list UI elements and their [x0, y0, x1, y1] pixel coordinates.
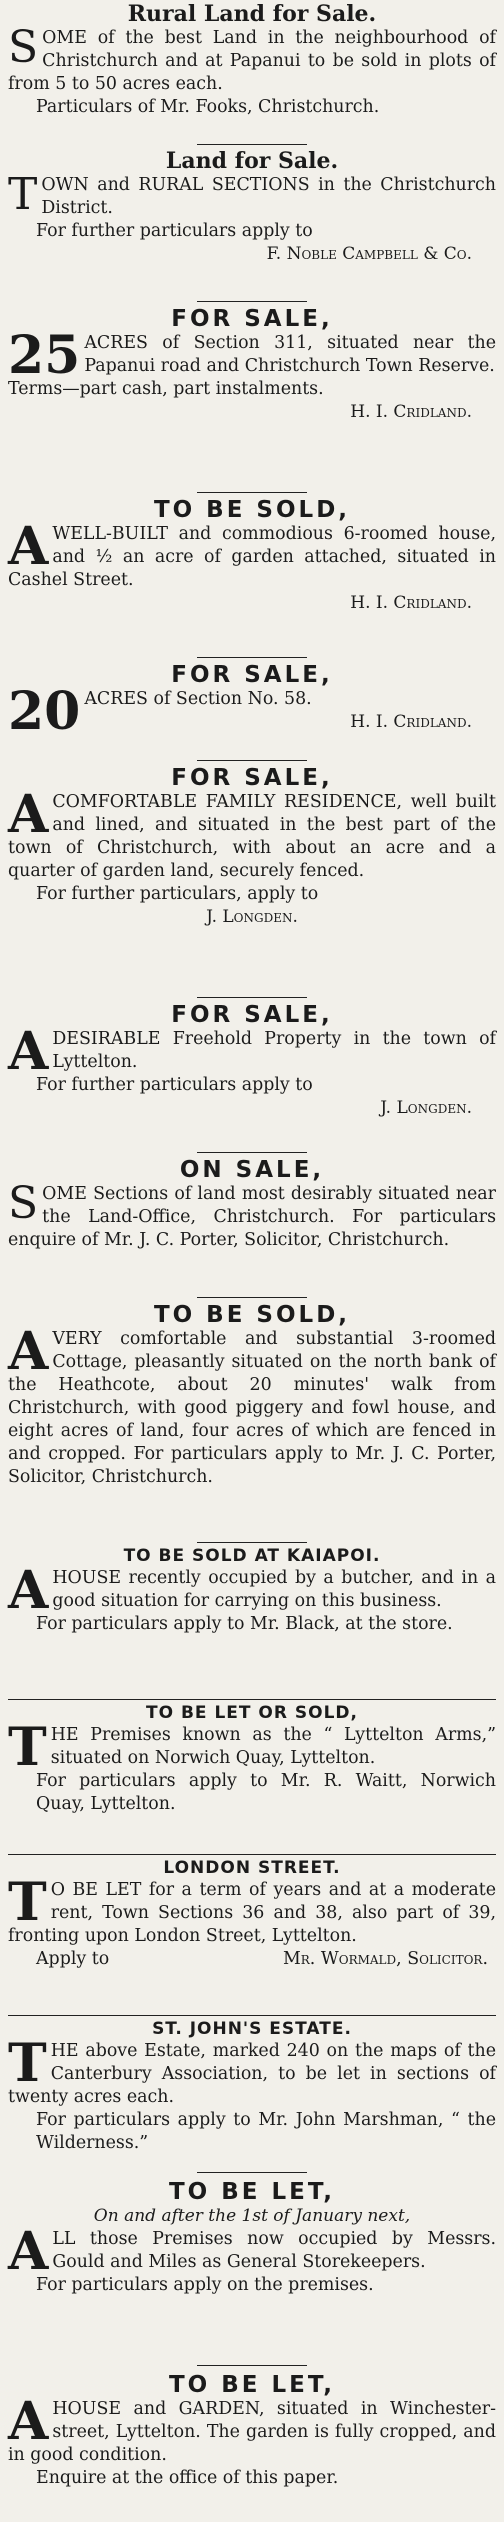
ad-title: TO BE LET, — [168, 2179, 335, 2205]
ad-well-built-house — [8, 493, 496, 657]
ad-st-johns-estate — [8, 2016, 496, 2172]
ad-rural-land — [8, 0, 496, 144]
ad-freehold-property — [8, 998, 496, 1152]
ad-body — [8, 1871, 496, 1948]
ad-title: TO BE SOLD, — [153, 497, 351, 523]
ad-body — [8, 2391, 496, 2467]
ad-lead: HOUSE — [52, 2399, 122, 2420]
ad-body — [8, 1021, 496, 1083]
ad-signature: J. Longden. — [206, 907, 298, 928]
ad-title: TO BE LET OR SOLD, — [146, 1703, 358, 1723]
ad-body — [8, 784, 496, 883]
ad-text: comfortable and substantial 3-roomed Cottage, pleasantly situated on the north bank of the Heathcote, about 20 minutes' walk from Christchurch, with good piggery and fowl house, and eight acres of land, four acres of which are fenced in and cropped. For particulars apply to Mr. J. C. Porter, Solicitor, Christchurch. — [8, 1329, 496, 1488]
ad-apply: Apply to — [36, 1948, 110, 1969]
drop-cap: 20 — [8, 681, 81, 743]
ad-signature: H. I. Cridland. — [350, 402, 472, 423]
ad-body — [8, 169, 496, 221]
ad-premises-to-let — [8, 2173, 496, 2365]
ad-text: above Estate, marked 240 on the maps of the Canterbury Association, to be let in sections of twenty acres each. — [8, 2040, 496, 2107]
ad-signature: H. I. Cridland. — [350, 593, 472, 614]
ad-text: of Section 311, situated near the Papanui road and Christchurch Town Reserve. — [84, 333, 496, 377]
ad-family-residence — [8, 761, 496, 997]
ad-text: and GARDEN, situated in Winchester-street, Lyttelton. The garden is fully cropped, and in good condition. — [8, 2399, 496, 2466]
ad-title: Land for Sale. — [165, 148, 339, 174]
ad-particulars: Enquire at the office of this paper. — [36, 2468, 339, 2489]
ad-particulars: For particulars apply on the premises. — [36, 2275, 374, 2296]
drop-cap: T — [8, 1871, 47, 1933]
ad-lead: LL — [52, 2229, 76, 2250]
drop-cap: A — [8, 1559, 49, 1621]
ad-cottage — [8, 1298, 496, 1542]
drop-cap: T — [8, 2032, 47, 2094]
drop-cap: S — [8, 1178, 39, 1230]
ad-title: TO BE LET, — [168, 2372, 335, 2398]
ad-signature: Mr. Wormald, Solicitor. — [282, 1948, 488, 1969]
ad-particulars: For further particulars apply to — [36, 1075, 313, 1096]
ad-title: ON SALE, — [179, 1157, 325, 1183]
ad-lead: HE — [50, 1724, 79, 1745]
ad-house-and-garden — [8, 2366, 496, 2522]
ad-body — [8, 516, 496, 592]
drop-cap: 25 — [8, 325, 81, 387]
ad-text: well built and lined, and situated in the best part of the town of Christchurch, with about an acre and a quarter of garden land, securely fenced. — [8, 792, 496, 882]
ad-lead: HE — [50, 2040, 79, 2061]
ad-lead: OME — [42, 28, 87, 49]
ad-title: TO BE SOLD AT KAIAPOI. — [123, 1546, 381, 1566]
ad-text: for a term of years and at a moderate rent, Town Sections 36 and 38, also part of 39, fronting upon London Street, Lyttelton. — [8, 1879, 496, 1946]
ad-london-street — [8, 1855, 496, 2015]
ad-title: FOR SALE, — [171, 306, 333, 332]
ad-lead: ACRES — [84, 333, 148, 354]
ad-body — [8, 1178, 496, 1252]
ad-text: of Section No. 58. — [147, 689, 312, 710]
ad-lead: VERY — [52, 1329, 102, 1350]
ad-lyttelton-arms — [8, 1700, 496, 1854]
ad-text: those Premises now occupied by Messrs. Gould and Miles as General Storekeepers. — [52, 2229, 496, 2273]
ad-body — [8, 22, 496, 96]
ad-land-for-sale — [8, 145, 496, 301]
ad-text: Freehold Property in the town of Lyttelton. — [52, 1029, 496, 1073]
ad-body — [8, 325, 496, 387]
ad-title: FOR SALE, — [171, 765, 333, 791]
drop-cap: A — [8, 1321, 49, 1383]
drop-cap: S — [8, 22, 39, 74]
ad-20-acres — [8, 658, 496, 760]
ad-title: Rural Land for Sale. — [127, 1, 377, 27]
ad-text: and commodious 6-roomed house, and ½ an acre of garden attached, situated in Cashel Street. — [8, 524, 496, 591]
ad-text: of the best Land in the neighbourhood of Christchurch and at Papanui to be sold in plots of from 5 to 50 acres each. — [8, 28, 496, 95]
ad-lead: DESIRABLE — [52, 1029, 161, 1050]
ad-lead: COMFORTABLE FAMILY RESIDENCE, — [52, 792, 402, 813]
drop-cap: T — [8, 169, 38, 221]
ad-signature: F. Noble Campbell & Co. — [266, 244, 472, 265]
drop-cap: A — [8, 1021, 49, 1083]
ad-lead: HOUSE — [52, 1567, 122, 1588]
ad-body — [8, 2221, 496, 2283]
ad-terms: Terms—part cash, part instalments. — [8, 379, 324, 400]
ad-particulars: For particulars apply to Mr. R. Waitt, Norwich Quay, Lyttelton. — [36, 1770, 496, 1814]
ad-particulars: For particulars apply to Mr. Black, at the store. — [36, 1613, 453, 1634]
ad-lead: ACRES — [84, 689, 148, 710]
ad-lead: WELL-BUILT — [52, 524, 168, 545]
ad-subtitle: On and after the 1st of January next, — [93, 2206, 411, 2227]
ad-particulars: For particulars apply to Mr. John Marshman, “ the Wilderness.” — [36, 2109, 496, 2153]
ad-particulars: For further particulars apply to — [36, 221, 313, 242]
ad-lead: O BE LET — [50, 1879, 142, 1900]
ad-title: ST. JOHN'S ESTATE. — [152, 2019, 352, 2039]
ad-lead: OWN — [41, 175, 89, 196]
ad-body — [8, 1559, 496, 1621]
ad-title: FOR SALE, — [171, 1002, 333, 1028]
ad-25-acres — [8, 302, 496, 492]
ad-body — [8, 1321, 496, 1489]
drop-cap: A — [8, 784, 49, 846]
ad-body — [8, 1716, 496, 1778]
ad-title: FOR SALE, — [171, 662, 333, 688]
ad-title: LONDON STREET. — [163, 1858, 341, 1878]
drop-cap: A — [8, 2391, 49, 2453]
ad-sections-of-land — [8, 1153, 496, 1297]
drop-cap: A — [8, 2221, 49, 2283]
ad-body — [8, 2032, 496, 2109]
drop-cap: T — [8, 1716, 47, 1778]
ad-lead: OME — [42, 1184, 87, 1205]
ad-signature: J. Longden. — [380, 1098, 472, 1119]
ad-text: recently occupied by a butcher, and in a good situation for carrying on this business. — [52, 1567, 496, 1611]
ad-text: and RURAL SECTIONS in the Christchurch District. — [41, 175, 496, 219]
ad-signature: H. I. Cridland. — [350, 712, 472, 733]
ad-kaiapoi-house — [8, 1543, 496, 1699]
ad-text: Premises known as the “ Lyttelton Arms,” situated on Norwich Quay, Lyttelton. — [50, 1724, 496, 1768]
ad-title: TO BE SOLD, — [153, 1302, 351, 1328]
ad-particulars: Particulars of Mr. Fooks, Christchurch. — [36, 97, 380, 118]
ad-apply-line — [8, 1948, 496, 1971]
ad-text: Sections of land most desirably situated near the Land-Office, Christchurch. For particulars enquire of Mr. J. C. Porter, Solicitor, Christchurch. — [8, 1184, 496, 1251]
drop-cap: A — [8, 516, 49, 578]
ad-particulars: For further particulars, apply to — [36, 884, 319, 905]
